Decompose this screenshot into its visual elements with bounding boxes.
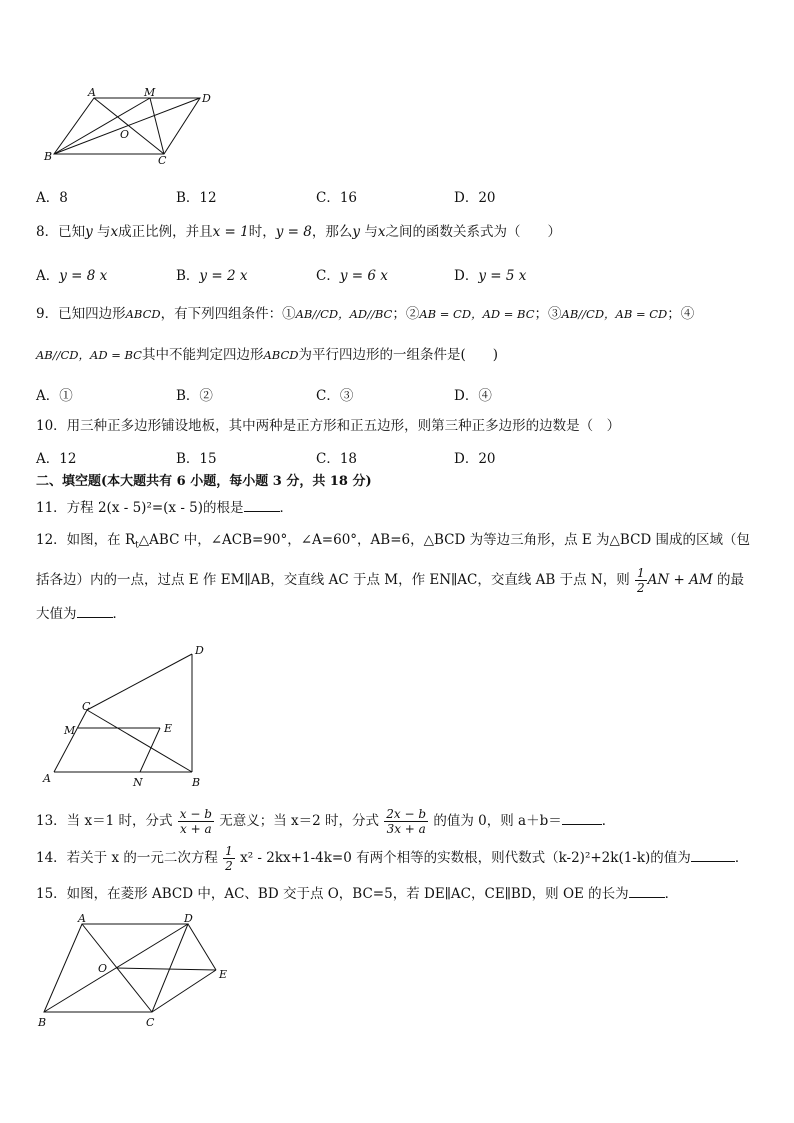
q8-text-4: ，那么 (311, 224, 353, 240)
question-15 (36, 884, 758, 904)
q8-option-a-label: A． (36, 268, 60, 284)
q10-option-a: A．12 (36, 451, 77, 467)
q14-frac-num: 1 (225, 844, 233, 858)
q10-option-c: C．18 (316, 451, 358, 467)
question-9-line-1 (36, 304, 758, 324)
question-8 (36, 222, 758, 242)
q9-option-d: D．④ (454, 388, 492, 404)
q13-frac1-num: x − b (179, 807, 212, 821)
q12-text-3: 大值为 (36, 606, 77, 622)
q14-frac-den: 2 (225, 859, 233, 873)
q10-option-b: B．15 (176, 451, 217, 467)
q10-option-d: D．20 (454, 451, 496, 467)
q8-option-c-expr: y = 6 x (339, 268, 388, 284)
q8-option-d-label: D． (454, 268, 479, 284)
figure2-label-e: E (164, 722, 173, 735)
question-12-line-1 (36, 530, 758, 556)
q13-frac1-den: x + a (180, 822, 212, 836)
q14-text-2: x² - 2kx+1-4k=0 有两个相等的实数根，则代数式（k-2)²+2k(1-k)的值为 (240, 850, 691, 866)
q8-option-c-label: C． (316, 268, 340, 284)
question-12-line-2 (36, 566, 758, 595)
q13-end: ． (601, 813, 616, 829)
q8-text-6: 之间的函数关系式为（ ） (385, 224, 561, 240)
q9-option-a: A．① (36, 388, 73, 404)
figure3-label-a: A (78, 912, 86, 925)
q9-text-4: ；④ (667, 306, 695, 322)
question-10: 10．用三种正多边形铺设地板，其中两种是正方形和正五边形，则第三种正多边形的边数是（ ） (36, 418, 621, 434)
q7-option-d: D．20 (454, 190, 496, 206)
q13-frac2-den: 3x + a (386, 822, 426, 836)
q12-frac-num: 1 (637, 566, 645, 580)
q7-option-c: C．16 (316, 190, 358, 206)
q8-option-b-expr: y = 2 x (199, 268, 248, 284)
q8-option-d-expr: y = 5 x (478, 268, 527, 284)
q8-option-a-expr: y = 8 x (59, 268, 108, 284)
figure3-label-c: C (146, 1016, 155, 1029)
q8-text-1: 与 (97, 224, 111, 240)
q8-cond-y: y = 8 (275, 224, 312, 240)
figure1-label-b: B (44, 150, 53, 163)
q8-prefix: 8．已知 (36, 224, 86, 240)
q9-condition-4: AB//CD，AD = BC (36, 348, 142, 362)
q9-option-b: B．② (176, 388, 213, 404)
q8-var-y-2: y (352, 224, 361, 240)
q12-text-1: 12．如图，在 R (36, 532, 136, 548)
q9-text-1: ，有下列四组条件：① (160, 306, 296, 322)
q7-option-a: A．8 (36, 190, 68, 206)
q14-fraction (223, 844, 235, 873)
q8-var-y: y (85, 224, 93, 240)
q8-option-b-label: B． (176, 268, 200, 284)
q9-quad-name-2: ABCD (263, 348, 299, 362)
q9-text-3: ；③ (534, 306, 562, 322)
q12-text-2a: 括各边）内的一点，过点 E 作 EM∥AB，交直线 AC 于点 M，作 EN∥AC，交直线 AB 于点 N，则 (36, 572, 630, 588)
q8-option-b (176, 264, 247, 284)
q8-option-c (316, 264, 388, 284)
figure3-label-e: E (219, 968, 228, 981)
section-2-title: 二、填空题(本大题共有 6 小题，每小题 3 分，共 18 分) (36, 474, 372, 489)
figure2-label-a: A (43, 772, 51, 785)
q12-text-2b: 的最 (716, 572, 744, 588)
q9-prefix: 9．已知四边形 (36, 306, 126, 322)
q11-answer-blank[interactable] (244, 499, 280, 512)
figure3-label-d: D (184, 912, 193, 925)
q12-end: ． (112, 606, 126, 622)
figure2-label-b: B (192, 776, 201, 789)
q8-cond-x: x = 1 (212, 224, 249, 240)
figure2-label-m: M (64, 724, 76, 737)
q12-frac-den: 2 (637, 581, 645, 595)
q14-answer-blank[interactable] (691, 849, 735, 862)
figure-parallelogram-q7 (40, 88, 220, 168)
q8-var-x: x (110, 224, 119, 240)
q9-option-c: C．③ (316, 388, 354, 404)
q15-text: 15．如图，在菱形 ABCD 中，AC、BD 交于点 O，BC=5，若 DE∥AC，CE∥BD，则 OE 的长为 (36, 886, 629, 902)
figure-rhombus-q15 (36, 912, 246, 1032)
q13-fraction-2 (384, 807, 428, 836)
q8-option-a (36, 264, 107, 284)
q11-end: ． (279, 500, 294, 516)
figure2-label-c: C (82, 700, 91, 713)
q11-text: 11．方程 2(x - 5)²=(x - 5)的根是 (36, 500, 244, 516)
figure1-label-m: M (144, 86, 156, 99)
question-11 (36, 498, 758, 518)
q9-text-6: 为平行四边形的一组条件是( ) (298, 347, 499, 363)
q12-answer-blank[interactable] (77, 605, 113, 618)
q14-end: ． (734, 850, 749, 866)
q9-text-5: 其中不能判定四边形 (141, 347, 264, 363)
q12-subscript: t (135, 540, 139, 551)
figure1-label-d: D (202, 92, 211, 105)
q13-text-1: 13．当 x＝1 时，分式 (36, 813, 173, 829)
figure1-label-c: C (158, 154, 167, 167)
q8-var-x-2: x (377, 224, 386, 240)
q12-expression: AN + AM (647, 572, 713, 588)
figure2-label-n: N (133, 776, 143, 789)
figure3-label-o: O (98, 962, 108, 975)
q9-condition-1: AB//CD，AD//BC (295, 307, 393, 321)
q9-condition-2: AB = CD，AD = BC (419, 307, 535, 321)
q13-text-2: 无意义；当 x＝2 时，分式 (219, 813, 379, 829)
question-9-line-2 (36, 345, 758, 365)
q8-option-d (454, 264, 526, 284)
q12-fraction (635, 566, 647, 595)
figure1-lines (54, 98, 200, 154)
q12-text-1b: △ABC 中，∠ACB=90°，∠A=60°，AB=6，△BCD 为等边三角形，点 E 为△BCD 围成的区域（包 (138, 532, 751, 548)
q15-answer-blank[interactable] (629, 885, 665, 898)
q13-frac2-num: 2x − b (386, 807, 427, 821)
figure1-label-o: O (120, 128, 130, 141)
q14-text-1: 14．若关于 x 的一元二次方程 (36, 850, 218, 866)
figure2-lines (54, 654, 192, 772)
q13-answer-blank[interactable] (562, 812, 602, 825)
figure2-label-d: D (195, 644, 204, 657)
q9-quad-name: ABCD (125, 307, 161, 321)
question-13 (36, 802, 758, 840)
q13-text-3: 的值为 0，则 a＋b＝ (433, 813, 562, 829)
q8-text-2: 成正比例，并且 (118, 224, 213, 240)
q8-text-5: 与 (364, 224, 378, 240)
figure-triangle-q12 (40, 644, 220, 790)
figure1-label-a: A (88, 86, 96, 99)
figure3-label-b: B (38, 1016, 47, 1029)
q9-condition-3: AB//CD，AB = CD (561, 307, 668, 321)
q8-text-3: 时， (248, 224, 276, 240)
question-14 (36, 842, 758, 874)
q7-option-b: B．12 (176, 190, 217, 206)
q13-fraction-1 (178, 807, 214, 836)
question-12-line-3 (36, 604, 758, 624)
q9-text-2: ；② (392, 306, 420, 322)
q15-end: ． (664, 886, 679, 902)
figure3-lines (44, 924, 216, 1012)
